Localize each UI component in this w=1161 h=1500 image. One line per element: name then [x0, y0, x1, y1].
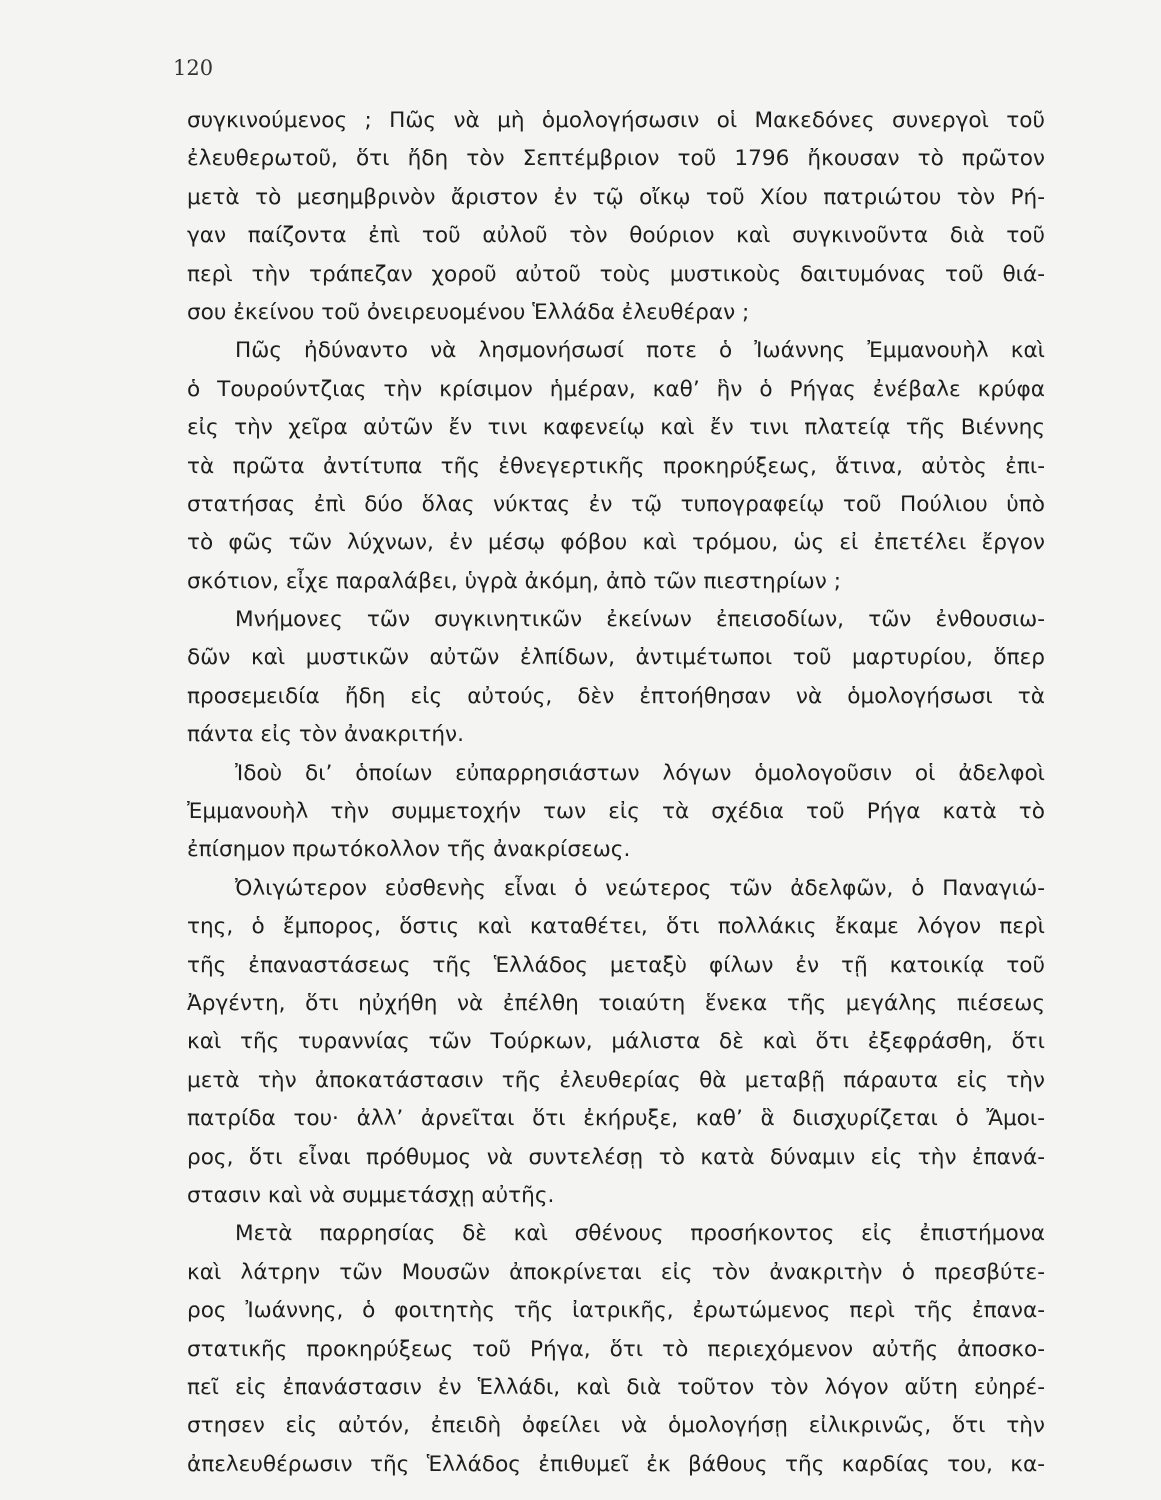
text-line: Πῶς ἠδύναντο νὰ λησμονήσωσί ποτε ὁ Ἰωάννης Ἐμμανουὴλ καὶ — [235, 338, 1045, 364]
text-line: στατικῆς προκηρύξεως τοῦ Ρήγα, ὅτι τὸ περιεχόμενον αὐτῆς ἀποσκο- — [187, 1336, 1045, 1362]
text-line: Μετὰ παρρησίας δὲ καὶ σθένους προσήκοντος εἰς ἐπιστήμονα — [235, 1221, 1045, 1247]
text-line: Ἀργέντη, ὅτι ηὐχήθη νὰ ἐπέλθη τοιαύτη ἕνεκα τῆς μεγάλης πιέσεως — [187, 990, 1045, 1016]
text-line: στατήσας ἐπὶ δύο ὅλας νύκτας ἐν τῷ τυπογραφείῳ τοῦ Πούλιου ὑπὸ — [187, 491, 1045, 517]
text-line: στασιν καὶ νὰ συμμετάσχῃ αὐτῆς. — [187, 1182, 555, 1208]
text-line: γαν παίζοντα ἐπὶ τοῦ αὐλοῦ τὸν θούριον καὶ συγκινοῦντα διὰ τοῦ — [187, 223, 1045, 249]
body-text — [187, 102, 1045, 1484]
text-line: πάντα εἰς τὸν ἀνακριτήν. — [187, 722, 464, 748]
text-line: τῆς ἐπαναστάσεως τῆς Ἑλλάδος μεταξὺ φίλων ἐν τῇ κατοικίᾳ τοῦ — [187, 952, 1045, 978]
text-line: σου ἐκείνου τοῦ ὀνειρευομένου Ἑλλάδα ἐλευθέραν ; — [187, 299, 750, 325]
text-line: τὰ πρῶτα ἀντίτυπα τῆς ἐθνεγερτικῆς προκηρύξεως, ἅτινα, αὐτὸς ἐπι- — [187, 453, 1045, 479]
text-line: εἰς τὴν χεῖρα αὐτῶν ἔν τινι καφενείῳ καὶ ἔν τινι πλατείᾳ τῆς Βιέννης — [187, 415, 1045, 441]
text-line: τὸ φῶς τῶν λύχνων, ἐν μέσῳ φόβου καὶ τρόμου, ὡς εἰ ἐπετέλει ἔργον — [187, 530, 1045, 556]
text-line: μετὰ τὴν ἀποκατάστασιν τῆς ἐλευθερίας θὰ μεταβῇ πάραυτα εἰς τὴν — [187, 1067, 1045, 1093]
text-line: Ὀλιγώτερον εὐσθενὴς εἶναι ὁ νεώτερος τῶν ἀδελφῶν, ὁ Παναγιώ- — [235, 875, 1045, 901]
text-line: ὁ Τουρούντζιας τὴν κρίσιμον ἡμέραν, καθ’ ἣν ὁ Ρήγας ἐνέβαλε κρύφα — [187, 376, 1045, 402]
text-line: Ἰδοὺ δι’ ὁποίων εὐπαρρησιάστων λόγων ὁμολογοῦσιν οἱ ἀδελφοὶ — [235, 760, 1045, 786]
text-line: προσεμειδία ἤδη εἰς αὐτούς, δὲν ἐπτοήθησαν νὰ ὁμολογήσωσι τὰ — [187, 683, 1045, 709]
text-line: συγκινούμενος ; Πῶς νὰ μὴ ὁμολογήσωσιν οἱ Μακεδόνες συνεργοὶ τοῦ — [187, 108, 1045, 133]
text-line: περὶ τὴν τράπεζαν χοροῦ αὐτοῦ τοὺς μυστικοὺς δαιτυμόνας τοῦ θιά- — [187, 261, 1045, 287]
text-line: μετὰ τὸ μεσημβρινὸν ἄριστον ἐν τῷ οἴκῳ τοῦ Χίου πατριώτου τὸν Ρή- — [187, 184, 1045, 210]
page-number: 120 — [173, 56, 214, 80]
text-line: ἐλευθερωτοῦ, ὅτι ἤδη τὸν Σεπτέμβριον τοῦ 1796 ἤκουσαν τὸ πρῶτον — [187, 146, 1045, 172]
text-line: πατρίδα του· ἀλλ’ ἀρνεῖται ὅτι ἐκήρυξε, καθ’ ἃ διισχυρίζεται ὁ Ἄμοι- — [187, 1106, 1045, 1132]
text-line: Ἐμμανουὴλ τὴν συμμετοχήν των εἰς τὰ σχέδια τοῦ Ρήγα κατὰ τὸ — [187, 799, 1045, 825]
text-line: καὶ λάτρην τῶν Μουσῶν ἀποκρίνεται εἰς τὸν ἀνακριτὴν ὁ πρεσβύτε- — [187, 1259, 1045, 1285]
text-line: πεῖ εἰς ἐπανάστασιν ἐν Ἑλλάδι, καὶ διὰ τοῦτον τὸν λόγον αὕτη εὐηρέ- — [187, 1374, 1045, 1400]
text-line: καὶ τῆς τυραννίας τῶν Τούρκων, μάλιστα δὲ καὶ ὅτι ἐξεφράσθη, ὅτι — [187, 1029, 1045, 1055]
text-line: στησεν εἰς αὐτόν, ἐπειδὴ ὀφείλει νὰ ὁμολογήσῃ εἰλικρινῶς, ὅτι τὴν — [187, 1413, 1045, 1439]
text-line: σκότιον, εἶχε παραλάβει, ὑγρὰ ἀκόμη, ἀπὸ τῶν πιεστηρίων ; — [187, 568, 841, 594]
text-line: ἀπελευθέρωσιν τῆς Ἑλλάδος ἐπιθυμεῖ ἐκ βάθους τῆς καρδίας του, κα- — [187, 1451, 1045, 1477]
text-line: της, ὁ ἔμπορος, ὅστις καὶ καταθέτει, ὅτι πολλάκις ἔκαμε λόγον περὶ — [187, 914, 1045, 940]
text-line: ρος Ἰωάννης, ὁ φοιτητὴς τῆς ἰατρικῆς, ἐρωτώμενος περὶ τῆς ἐπανα- — [187, 1298, 1045, 1324]
text-line: ἐπίσημον πρωτόκολλον τῆς ἀνακρίσεως. — [187, 837, 631, 863]
text-line: δῶν καὶ μυστικῶν αὐτῶν ἐλπίδων, ἀντιμέτωποι τοῦ μαρτυρίου, ὅπερ — [187, 645, 1045, 671]
text-line: ρος, ὅτι εἶναι πρόθυμος νὰ συντελέσῃ τὸ κατὰ δύναμιν εἰς τὴν ἐπανά- — [187, 1144, 1045, 1170]
text-line: Μνήμονες τῶν συγκινητικῶν ἐκείνων ἐπεισοδίων, τῶν ἐνθουσιω- — [235, 607, 1045, 633]
